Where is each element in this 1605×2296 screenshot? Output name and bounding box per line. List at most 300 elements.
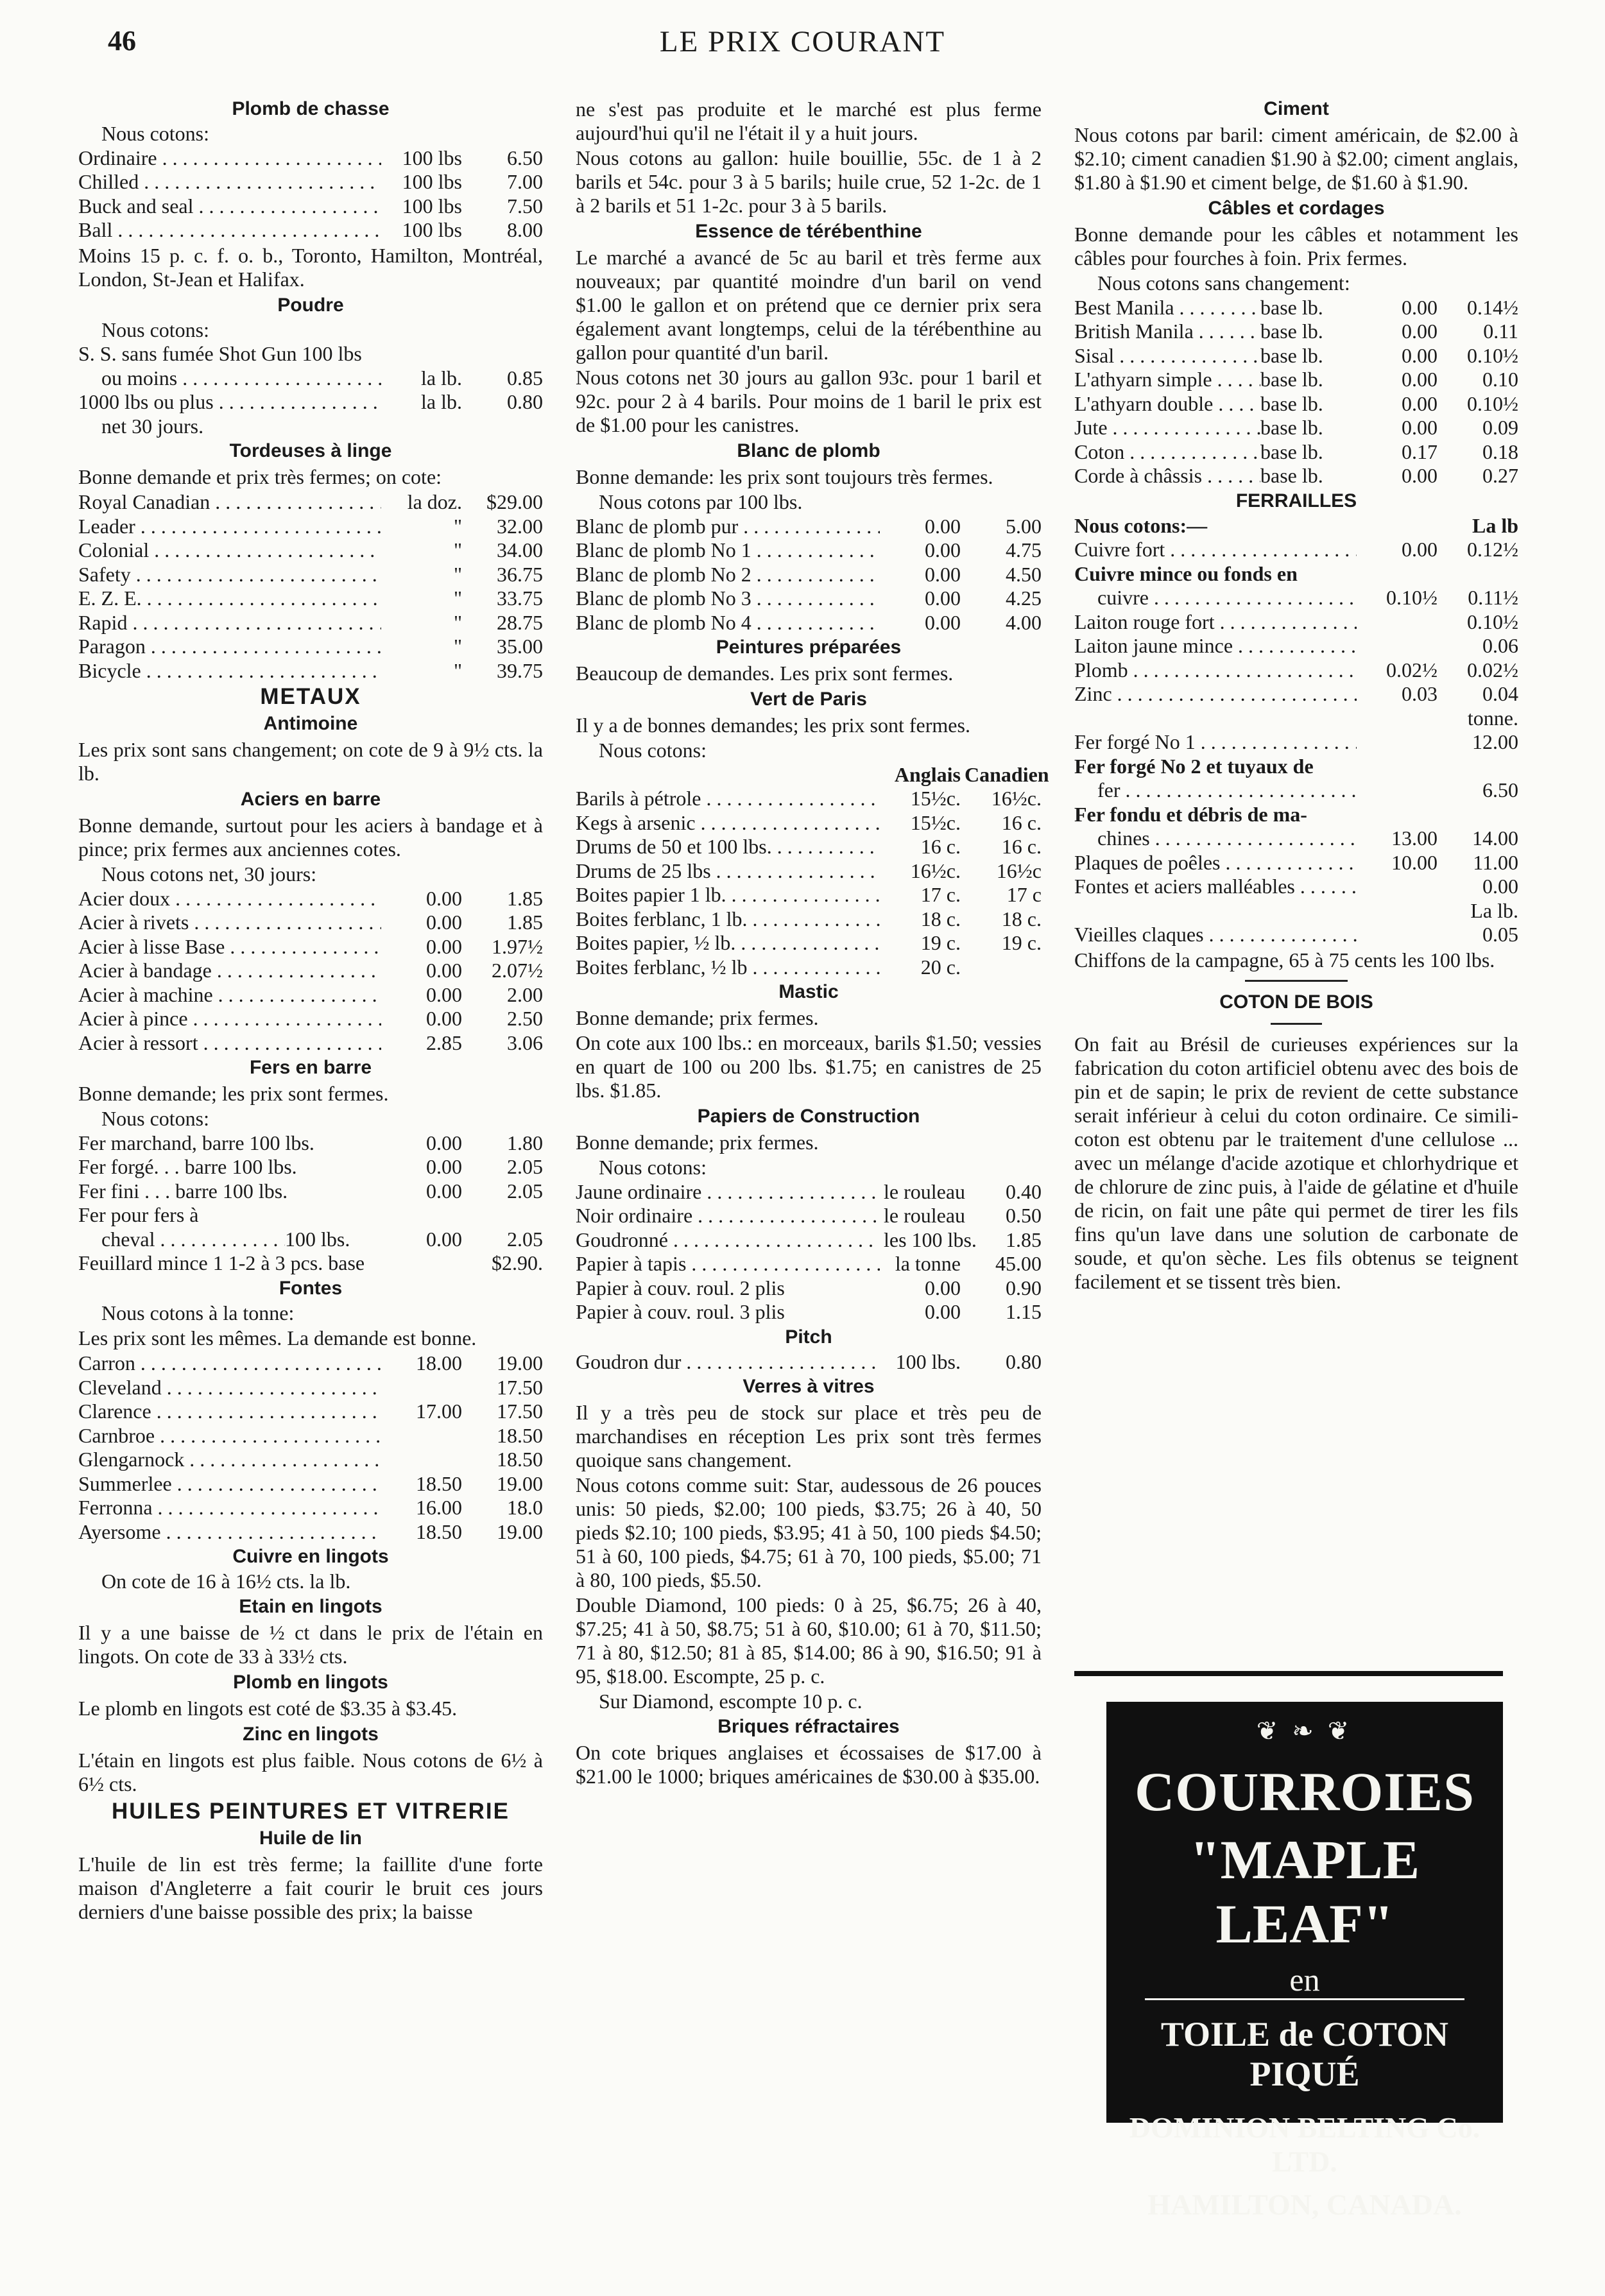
price-col-2: 4.25: [1006, 587, 1042, 610]
price-row: [78, 1496, 543, 1520]
price-col-1: 16½c.: [910, 859, 961, 882]
price-col-1: 100 lbs.: [895, 1349, 961, 1373]
price-row: [1074, 634, 1518, 658]
price-row: [576, 1252, 1042, 1276]
price-col-1: 0.00: [426, 1131, 462, 1154]
ad-headline: COURROIES: [1135, 1761, 1475, 1822]
price-row: [576, 859, 1042, 884]
price-item: Papier à couv. roul. 3 plis: [576, 1300, 785, 1323]
price-row: [576, 1228, 1042, 1253]
price-col-2: 18.0: [507, 1496, 543, 1519]
price-col-1: [1357, 899, 1438, 923]
price-item: Ordinaire . . .: [78, 146, 381, 171]
price-col-2: La lb.: [1470, 898, 1518, 922]
price-col-2: 18.50: [497, 1423, 543, 1447]
price-col-2: 0.10½: [1467, 610, 1518, 633]
price-col-2: 0.02½: [1467, 658, 1518, 681]
price-item: L'athyarn double . . .: [1074, 392, 1260, 416]
paragraph: Les prix sont sans changement; on cote de 9 à 9½ cts. la lb.: [78, 738, 543, 785]
paragraph: Il y a de bonnes demandes; les prix sont fermes.: [576, 714, 970, 737]
price-col-2: $2.90.: [492, 1251, 543, 1274]
price-col-2: 16 c.: [1001, 810, 1042, 834]
price-row: [1074, 392, 1518, 416]
price-item: Barils à pétrole . . .: [576, 787, 880, 811]
advertisement-top-rule: [1074, 1671, 1503, 1676]
price-col-2: 32.00: [497, 514, 543, 538]
price-col-2: 12.00: [1472, 730, 1518, 753]
price-col-2: 36.75: [497, 562, 543, 586]
price-min: 0.00: [1402, 391, 1438, 415]
text-line: net 30 jours.: [101, 414, 204, 438]
price-col-2: 1.80: [507, 1131, 543, 1154]
paragraph: Le marché a avancé de 5c au baril et très ferme aux nouveaux; par quantité moindre d'un baril on vend $1.00 le gallon et on prétend que ce dernier prix sera également avant longtemps, celui de la térébenthine au gallon pour quantité d'un baril.: [576, 246, 1042, 364]
text-line: Nous cotons à la tonne:: [101, 1301, 295, 1324]
price-item: chines . . .: [1097, 827, 1357, 851]
price-col-2: 1.15: [1006, 1300, 1042, 1323]
price-col-1: 0.00: [925, 514, 961, 538]
price-col-2: 19.00: [497, 1520, 543, 1543]
price-min: 0.00: [1402, 368, 1438, 391]
price-row: [1074, 514, 1518, 538]
price-row: [78, 911, 543, 935]
price-col-2: 19.00: [497, 1471, 543, 1495]
text-line: Cuivre mince ou fonds en: [1074, 561, 1298, 585]
price-item: Fer fini . . . barre 100 lbs.: [78, 1179, 288, 1203]
price-item: Blanc de plomb No 4 . . .: [576, 611, 880, 635]
price-row: [78, 1520, 543, 1545]
text-line: Nous cotons:: [101, 122, 209, 145]
price-col-1: 17.00: [416, 1400, 462, 1423]
ad-location: HAMILTON, CANADA.: [1147, 2188, 1462, 2221]
ad-material: TOILE de COTON PIQUÉ: [1160, 2015, 1449, 2093]
price-col-2: 1.85: [507, 911, 543, 934]
price-col-1: 0.03: [1402, 682, 1438, 705]
price-item: cheval . . .: [101, 1228, 285, 1252]
price-row: [576, 587, 1042, 611]
section-heading: Câbles et cordages: [1208, 198, 1385, 219]
price-row: [1074, 851, 1518, 875]
price-row: [576, 931, 1042, 955]
paragraph: Nous cotons net 30 jours au gallon 93c. pour 1 baril et 92c. pour 2 à 4 barils. Pour moins de 1 baril le prix est de $1.00 pour les canistres.: [576, 366, 1042, 436]
price-row: [1074, 344, 1518, 368]
price-item: Ayersome . . .: [78, 1520, 381, 1545]
price-max: 0.18: [1482, 440, 1518, 463]
price-item: Buck and seal . . .: [78, 194, 381, 219]
price-row: [78, 1351, 543, 1376]
price-col-1: [1357, 634, 1438, 658]
price-col-1: 0.00: [426, 1155, 462, 1178]
price-col-2: 19 c.: [1001, 931, 1042, 954]
ad-connector: en: [1289, 1962, 1320, 1998]
advertisement-maple-leaf-belting: [1106, 1702, 1503, 2221]
price-item: Colonial . . .: [78, 538, 381, 563]
price-col-2: 2.00: [507, 982, 543, 1006]
price-item: Royal Canadian . . .: [78, 490, 381, 515]
price-col-1: la tonne: [895, 1252, 961, 1275]
price-item: Corde à châssis . . .: [1074, 464, 1260, 488]
price-item: Safety . . .: [78, 563, 381, 587]
price-col-1: 0.00: [925, 562, 961, 586]
section-heading: Tordeuses à linge: [229, 440, 392, 461]
price-col-2: 0.80: [1006, 1349, 1042, 1373]
price-item: 1000 lbs ou plus . . .: [78, 390, 381, 415]
price-item: [576, 763, 880, 787]
section-heading: Papiers de Construction: [697, 1106, 920, 1127]
price-row: [1074, 658, 1518, 683]
price-item: Blanc de plomb No 1 . . .: [576, 538, 880, 563]
price-item: Summerlee . . .: [78, 1472, 381, 1496]
price-item: Boites papier 1 lb. . . .: [576, 883, 880, 907]
text-line: Sur Diamond, escompte 10 p. c.: [599, 1690, 863, 1713]
price-item: Boites papier, ½ lb. . . .: [576, 931, 880, 955]
price-row: [1074, 320, 1518, 344]
price-col-2: 0.05: [1482, 923, 1518, 946]
price-row: [78, 1472, 543, 1496]
price-row: [78, 1424, 543, 1448]
price-item: Cuivre fort . . .: [1074, 538, 1357, 562]
paragraph: Bonne demande, surtout pour les aciers à bandage et à pince; prix fermes aux anciennes cotes.: [78, 814, 543, 861]
price-col-1: 15½c.: [910, 810, 961, 834]
price-row: [78, 587, 543, 611]
paragraph: Bonne demande; prix fermes.: [576, 1131, 819, 1154]
price-col-1: la doz.: [407, 490, 462, 513]
text-line: Fer pour fers à: [78, 1203, 199, 1226]
price-col-1: ": [453, 658, 462, 682]
section-heading: Peintures préparées: [716, 637, 902, 658]
price-col-2: 3.06: [507, 1031, 543, 1054]
major-heading: HUILES PEINTURES ET VITRERIE: [112, 1798, 510, 1824]
price-row: [78, 959, 543, 983]
price-item: Laiton rouge fort . . .: [1074, 610, 1357, 635]
price-item: Vieilles claques . . .: [1074, 923, 1357, 947]
price-col-1: 0.00: [426, 1007, 462, 1030]
price-item: Coton . . .: [1074, 440, 1260, 465]
price-item: Sisal . . .: [1074, 344, 1260, 368]
price-col-1: 0.00: [1402, 538, 1438, 561]
price-col-1: 16 c.: [920, 835, 961, 858]
price-item: [1074, 899, 1357, 923]
price-col-1: 17 c.: [920, 883, 961, 906]
price-col-1: [1357, 610, 1438, 635]
paragraph: Moins 15 p. c. f. o. b., Toronto, Hamilton, Montréal, London, St-Jean et Halifax.: [78, 243, 543, 291]
price-item: Glengarnock . . .: [78, 1448, 381, 1472]
price-item: Boites ferblanc, 1 lb. . . .: [576, 907, 880, 932]
section-heading: Fontes: [279, 1277, 343, 1299]
price-row: [1074, 440, 1518, 465]
price-item: Fer forgé No 1 . . .: [1074, 730, 1357, 755]
price-item: Ferronna . . .: [78, 1496, 381, 1520]
price-col-1: 0.00: [426, 934, 462, 958]
price-item: [1074, 707, 1357, 731]
price-row: [78, 194, 543, 219]
price-max: 0.09: [1482, 416, 1518, 439]
ad-divider: [1145, 1998, 1464, 2000]
price-col-2: 1.85: [1006, 1228, 1042, 1251]
price-row: [1074, 899, 1518, 923]
price-item: Acier à machine . . .: [78, 983, 381, 1007]
price-min: 0.00: [1402, 295, 1438, 319]
section-heading: Zinc en lingots: [243, 1723, 379, 1745]
price-row: [1074, 923, 1518, 947]
price-col-1: [381, 1424, 462, 1448]
price-col-2: 14.00: [1472, 827, 1518, 850]
text-line: Nous cotons:: [101, 1107, 209, 1130]
text-line: Nous cotons:: [599, 739, 707, 762]
section-heading: Mastic: [778, 981, 839, 1002]
price-col-2: 4.00: [1006, 610, 1042, 634]
price-col-2: 5.00: [1006, 514, 1042, 538]
price-row: [576, 1204, 1042, 1228]
price-col-1: ": [453, 610, 462, 634]
price-row: [78, 1131, 543, 1156]
price-item: Carnbroe . . .: [78, 1424, 381, 1448]
text-line: Nous cotons net, 30 jours:: [101, 862, 317, 886]
paragraph: On fait au Brésil de curieuses expériences sur la fabrication du coton artificiel obtenu avec des bois de pin et de sapin; le prix de revient de cette substance serait inférieur à celui du coton ordinaire. Ce simili-coton est obtenu par le traitement d'une cellulose ... avec un mélange d'acide azotique et chlorhydrique et de chlorure de zinc puis, à l'aide de gélatine et d'huile de ricin, on fait une pâte qui permet de tirer les fils fins qu'un lave dans une solution de carbonate de soude, et qu'on sèche. Les fils obtenus se teignent facilement et se tissent très bien.: [1074, 1032, 1518, 1293]
price-row: [576, 1350, 1042, 1375]
price-item: Feuillard mince 1 1-2 à 3 pcs. base: [78, 1251, 365, 1274]
price-col-1: 13.00: [1391, 827, 1438, 850]
price-item: Plaques de poêles . . .: [1074, 851, 1357, 875]
price-col-2: 4.75: [1006, 538, 1042, 561]
price-col-2: 18.50: [497, 1448, 543, 1471]
ornament-icon: ❦ ❧ ❦: [1256, 1717, 1353, 1745]
price-row: [576, 611, 1042, 635]
price-col-1: 2.85: [426, 1031, 462, 1054]
price-col-2: $29.00: [486, 490, 543, 513]
section-heading: Briques réfractaires: [717, 1715, 900, 1737]
price-col-1: [1357, 514, 1438, 538]
paragraph: Les prix sont les mêmes. La demande est bonne.: [78, 1326, 477, 1349]
major-heading: METAUX: [260, 684, 361, 709]
price-item: Acier à pince . . .: [78, 1007, 381, 1031]
section-heading: Blanc de plomb: [737, 440, 880, 461]
price-col-2: 0.90: [1006, 1276, 1042, 1299]
page-number: 46: [108, 25, 136, 56]
price-col-2: 34.00: [497, 538, 543, 561]
price-max: 2.05: [507, 1227, 543, 1251]
price-col-2: 4.50: [1006, 562, 1042, 586]
price-item: Carron . . .: [78, 1351, 381, 1376]
price-col-2: 16½c: [996, 859, 1042, 882]
column-middle: [576, 96, 1049, 1790]
price-item: cuivre . . .: [1097, 586, 1357, 610]
price-col-1: [381, 1376, 462, 1400]
price-item: Jaune ordinaire . . .: [576, 1180, 880, 1204]
price-col-2: 0.40: [1006, 1179, 1042, 1203]
price-col-2: 0.11½: [1468, 586, 1518, 609]
section-heading: Vert de Paris: [750, 689, 867, 710]
paragraph: Bonne demande et prix très fermes; on cote:: [78, 465, 442, 488]
price-item: Drums de 25 lbs . . .: [576, 859, 880, 884]
price-col-1: 100 lbs: [402, 218, 462, 241]
section-rule: [1271, 1023, 1322, 1025]
price-row: [1074, 875, 1518, 899]
price-max: 0.14½: [1467, 295, 1518, 319]
price-unit: base lb.: [1260, 320, 1323, 343]
price-col-1: 0.00: [925, 538, 961, 561]
price-col-1: 18.50: [416, 1520, 462, 1543]
price-col-2: 1.85: [507, 886, 543, 910]
price-row: [576, 811, 1042, 835]
price-item: Blanc de plomb No 2 . . .: [576, 563, 880, 587]
price-item: Drums de 50 et 100 lbs. . . .: [576, 835, 880, 859]
price-item: Kegs à arsenic . . .: [576, 811, 880, 835]
price-row: [78, 390, 543, 415]
price-row: [576, 787, 1042, 811]
price-row: [576, 955, 1042, 980]
price-item: Blanc de plomb No 3 . . .: [576, 587, 880, 611]
price-col-1: 0.00: [426, 911, 462, 934]
price-col-1: 0.00: [426, 982, 462, 1006]
price-col-1: [1357, 730, 1438, 755]
paragraph: Nous cotons au gallon: huile bouillie, 55c. de 1 à 2 barils et 54c. pour 3 à 5 barils; huile crue, 52 1-2c. de 1 à 2 barils et 51 1-2c. pour 3 à 5 barils.: [576, 146, 1042, 217]
price-row: [78, 1155, 543, 1179]
price-col-2: 0.85: [507, 366, 543, 390]
text-line: Nous cotons:: [101, 318, 209, 341]
ad-company: DOMINION BELTING Co. LTD.: [1129, 2111, 1481, 2178]
paragraph: Bonne demande; les prix sont fermes.: [78, 1082, 389, 1105]
section-heading: Plomb de chasse: [232, 98, 390, 119]
text-line: Nous cotons:: [599, 1156, 707, 1179]
price-min: 0.00: [426, 1227, 462, 1251]
price-item: Fer marchand, barre 100 lbs.: [78, 1131, 314, 1154]
section-heading: FERRAILLES: [1235, 490, 1357, 511]
price-min: 0.00: [1402, 343, 1438, 367]
price-col-2: 2.05: [507, 1155, 543, 1178]
paragraph: Il y a très peu de stock sur place et très peu de marchandises en réception Les prix sont très fermes quoique sans changement.: [576, 1401, 1042, 1471]
price-col-1: le rouleau: [884, 1179, 966, 1203]
price-item: Noir ordinaire . . .: [576, 1204, 880, 1228]
text-line: Fer forgé No 2 et tuyaux de: [1074, 754, 1314, 778]
price-row: [1074, 538, 1518, 562]
section-heading: COTON DE BOIS: [1219, 991, 1373, 1013]
price-col-1: 100 lbs: [402, 146, 462, 169]
price-item: Acier doux . . .: [78, 887, 381, 911]
price-max: 0.11: [1483, 320, 1518, 343]
price-min: 0.00: [1402, 416, 1438, 439]
price-unit: base lb.: [1260, 343, 1323, 367]
price-col-1: 0.02½: [1386, 658, 1438, 681]
text-line: Nous cotons sans changement:: [1097, 271, 1350, 295]
section-heading: Poudre: [277, 294, 344, 316]
price-col-2: 7.50: [507, 194, 543, 218]
price-col-2: 18 c.: [1001, 907, 1042, 930]
price-col-1: [1357, 707, 1438, 731]
price-unit: base lb.: [1260, 464, 1323, 487]
price-row: [1074, 827, 1518, 851]
section-heading: Plomb en lingots: [233, 1671, 388, 1693]
price-row: [78, 935, 543, 959]
section-rule: [1245, 980, 1348, 982]
price-row: [576, 1276, 1042, 1301]
price-col-1: ": [453, 538, 462, 561]
price-col-1: [1357, 778, 1438, 803]
section-heading: Essence de térébenthine: [695, 221, 922, 242]
price-unit: base lb.: [1260, 391, 1323, 415]
price-item: Bicycle . . .: [78, 659, 381, 683]
price-col-1: ": [453, 587, 462, 610]
section-heading: Aciers en barre: [240, 789, 381, 810]
paragraph: On cote briques anglaises et écossaises de $17.00 à $21.00 le 1000; briques américaines de $30.00 à $35.00.: [576, 1740, 1042, 1788]
price-row: [78, 1448, 543, 1472]
price-col-1: 10.00: [1391, 850, 1438, 874]
price-row: [576, 1180, 1042, 1204]
price-item: Clarence . . .: [78, 1400, 381, 1424]
price-row: [576, 515, 1042, 539]
price-col-2: tonne.: [1467, 706, 1518, 730]
price-unit: base lb.: [1260, 416, 1323, 439]
price-item: Goudronné . . .: [576, 1228, 880, 1253]
price-col-1: 18 c.: [920, 907, 961, 930]
price-row: [78, 170, 543, 194]
price-col-2: 35.00: [497, 635, 543, 658]
price-item: Acier à ressort . . .: [78, 1031, 381, 1056]
paragraph: Chiffons de la campagne, 65 à 75 cents les 100 lbs.: [1074, 948, 1495, 972]
price-row: [576, 835, 1042, 859]
price-item: L'athyarn simple . . .: [1074, 368, 1260, 392]
price-min: 0.17: [1402, 440, 1438, 463]
price-min: 0.00: [1402, 320, 1438, 343]
price-item: Laiton jaune mince . . .: [1074, 634, 1357, 658]
price-row: [78, 1376, 543, 1400]
price-col-2: 7.00: [507, 170, 543, 193]
price-item: Acier à lisse Base . . .: [78, 935, 381, 959]
paragraph: Beaucoup de demandes. Les prix sont fermes.: [576, 662, 954, 685]
section-heading: Verres à vitres: [742, 1376, 875, 1397]
price-col-1: 0.00: [925, 1300, 961, 1323]
price-col-2: 0.06: [1482, 634, 1518, 657]
price-col-1: 0.10½: [1386, 586, 1438, 609]
price-col-2: 17 c: [1006, 883, 1042, 906]
price-unit: 100 lbs.: [285, 1227, 350, 1251]
price-row: [78, 1251, 543, 1276]
price-col-1: Anglais: [894, 762, 961, 786]
price-row: [1074, 682, 1518, 707]
paragraph: On cote aux 100 lbs.: en morceaux, barils $1.50; vessies en quart de 100 ou 200 lbs. $1.75; en canistres de 25 lbs. $1.85.: [576, 1031, 1042, 1102]
price-col-1: 18.50: [416, 1471, 462, 1495]
price-row: [78, 563, 543, 587]
price-row: [78, 1007, 543, 1031]
price-col-2: 2.05: [507, 1179, 543, 1203]
price-item: Acier à bandage . . .: [78, 959, 381, 983]
price-col-1: 0.00: [925, 587, 961, 610]
price-col-1: ": [453, 514, 462, 538]
section-heading: Ciment: [1264, 98, 1329, 119]
price-unit: base lb.: [1260, 368, 1323, 391]
price-item: Cleveland . . .: [78, 1376, 381, 1400]
price-col-2: 0.80: [507, 390, 543, 413]
price-item: British Manila . . .: [1074, 320, 1260, 344]
section-heading: Pitch: [785, 1326, 832, 1348]
price-row: [1074, 730, 1518, 755]
price-row: [576, 883, 1042, 907]
paragraph: Il y a une baisse de ½ ct dans le prix de l'étain en lingots. On cote de 33 à 33½ cts.: [78, 1620, 543, 1668]
text-line: Nous cotons par 100 lbs.: [599, 490, 803, 513]
price-row: [1074, 464, 1518, 488]
price-col-2: 16 c.: [1001, 835, 1042, 858]
price-item: Jute . . .: [1074, 416, 1260, 440]
price-col-1: 20 c.: [920, 955, 961, 979]
price-col-1: 0.00: [426, 959, 462, 982]
price-row: [576, 538, 1042, 563]
price-row: [78, 983, 543, 1007]
paragraph: L'huile de lin est très ferme; la faillite d'une forte maison d'Angleterre a fait courir le bruit ces jours derniers d'une baisse possible des prix; la baisse: [78, 1852, 543, 1923]
price-col-1: 100 lbs: [402, 170, 462, 193]
price-unit: base lb.: [1260, 440, 1323, 463]
price-col-2: 19.00: [497, 1351, 543, 1375]
price-item: Blanc de plomb pur . . .: [576, 515, 880, 539]
price-item: Rapid . . .: [78, 611, 381, 635]
